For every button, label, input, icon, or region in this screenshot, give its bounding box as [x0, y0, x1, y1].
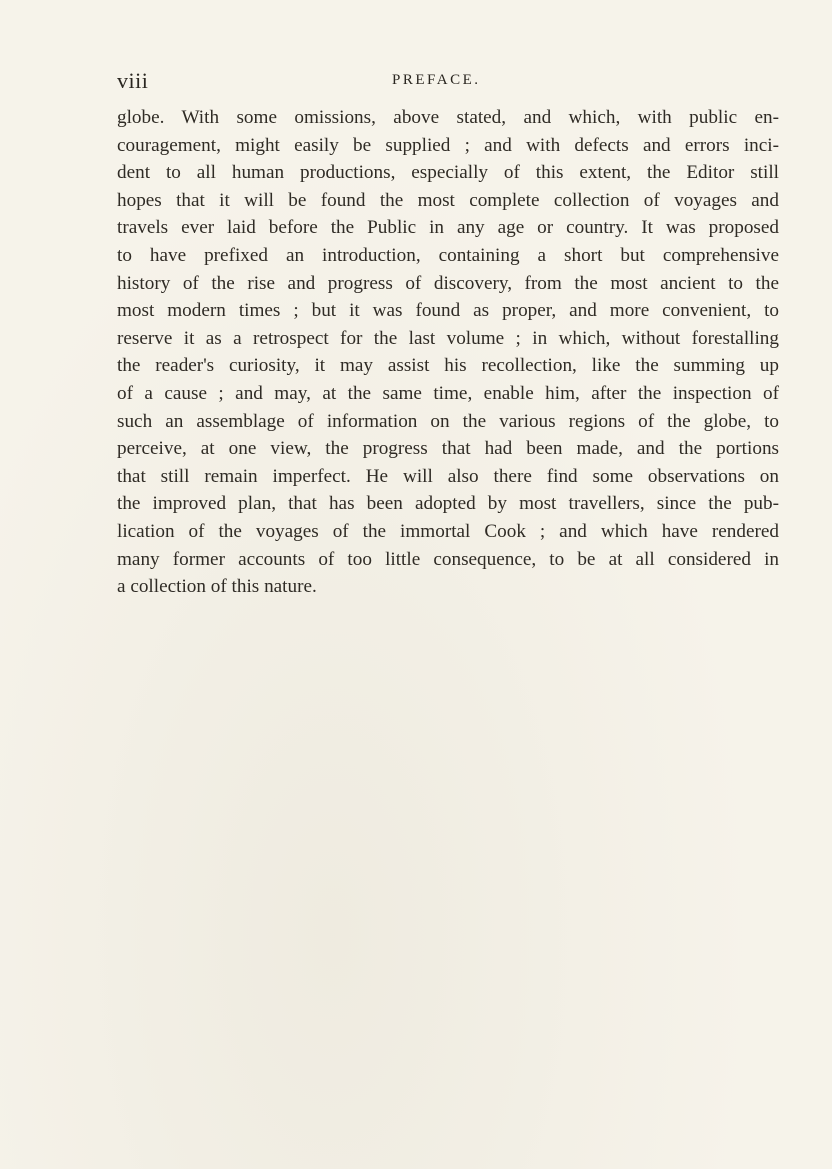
page-number: viii: [117, 68, 149, 93]
text-line: to have prefixed an introduction, containing a short but comprehensive: [117, 244, 779, 266]
running-head: PREFACE.: [392, 72, 481, 88]
text-line: such an assemblage of information on the various regions of the globe, to: [117, 410, 779, 432]
text-line: hopes that it will be found the most complete collection of voyages and: [117, 189, 779, 211]
text-line: the improved plan, that has been adopted by most travellers, since the pub-: [117, 493, 779, 515]
text-line: a collection of this nature.: [117, 576, 317, 598]
page-header: [117, 68, 777, 98]
preface-paragraph: [117, 104, 779, 601]
text-line: history of the rise and progress of discovery, from the most ancient to the: [117, 272, 779, 294]
text-line: many former accounts of too little consequence, to be at all considered in: [117, 548, 779, 570]
text-line: dent to all human productions, especially of this extent, the Editor still: [117, 162, 779, 184]
text-line: the reader's curiosity, it may assist his recollection, like the summing up: [117, 355, 779, 377]
text-line: couragement, might easily be supplied ; and with defects and errors inci-: [117, 134, 779, 156]
text-line: reserve it as a retrospect for the last volume ; in which, without forestalling: [117, 327, 779, 349]
text-line: globe. With some omissions, above stated, and which, with public en-: [117, 107, 779, 128]
text-line: that still remain imperfect. He will also there find some observations on: [117, 465, 779, 487]
text-line: perceive, at one view, the progress that had been made, and the portions: [117, 438, 779, 460]
text-line: most modern times ; but it was found as proper, and more convenient, to: [117, 300, 779, 322]
text-line: lication of the voyages of the immortal Cook ; and which have rendered: [117, 520, 779, 542]
text-line: travels ever laid before the Public in any age or country. It was proposed: [117, 217, 779, 239]
text-line: of a cause ; and may, at the same time, enable him, after the inspection of: [117, 382, 779, 404]
